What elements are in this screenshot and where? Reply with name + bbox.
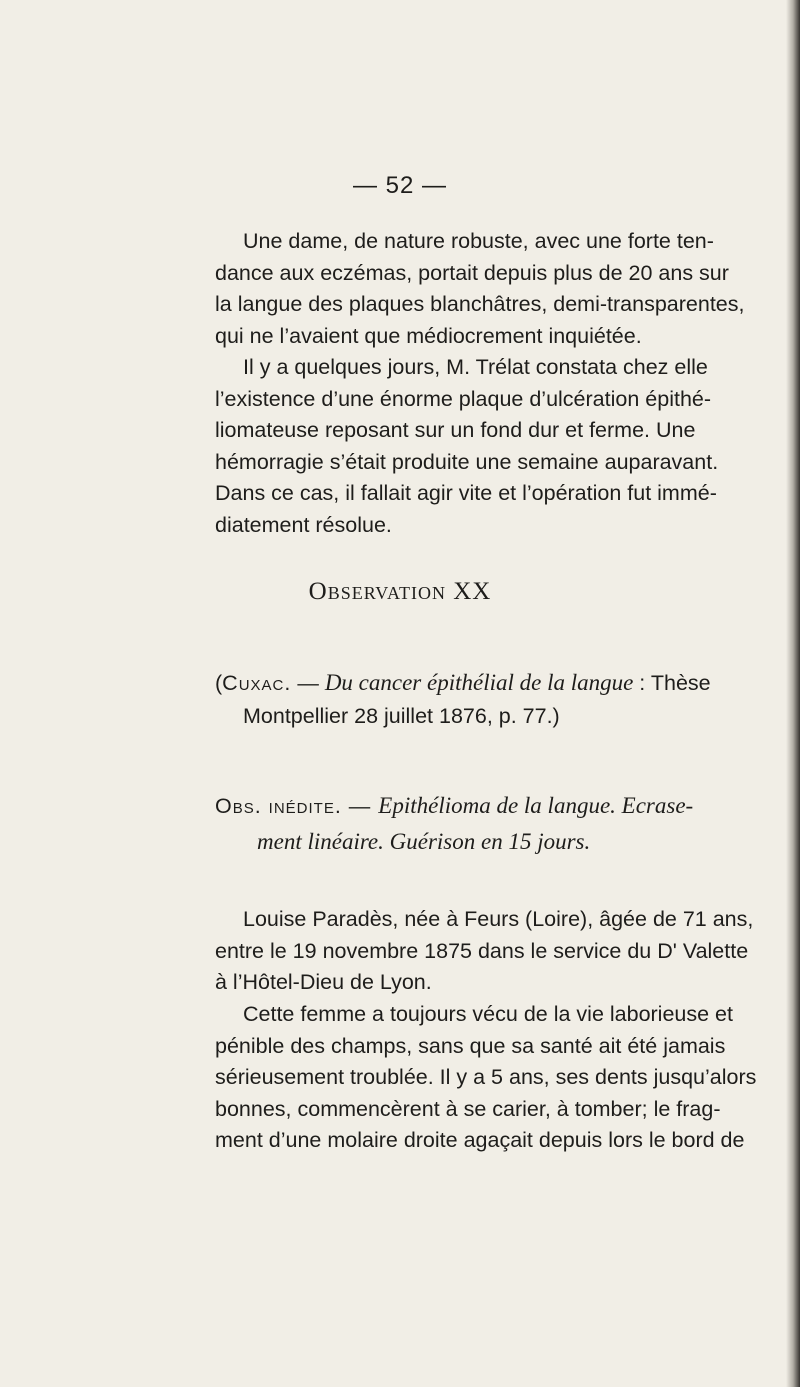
text-line: diatement résolue. [215, 512, 392, 537]
reference-open: ( [215, 671, 223, 695]
reference-line-1 [215, 666, 775, 700]
text-line: bonnes, commencèrent à se carier, à tomber; le frag- [215, 1096, 721, 1121]
text-line: ment d’une molaire droite agaçait depuis lors le bord de [215, 1128, 745, 1152]
text-line: l’existence d’une énorme plaque d’ulcération épithé- [215, 386, 712, 411]
text-line: la langue des plaques blanchâtres, demi-transparentes, [215, 292, 745, 316]
text-line: Il y a quelques jours, M. Trélat constata chez elle [243, 355, 708, 379]
reference-line-2: Montpellier 28 juillet 1876, p. 77.) [243, 704, 560, 728]
bibliographic-reference [215, 666, 775, 733]
reference-title: Du cancer épithélial de la langue [324, 670, 634, 695]
text-line: Cette femme a toujours vécu de la vie laborieuse et [243, 1002, 733, 1026]
text-line: Dans ce cas, il fallait agir vite et l’opération fut immé- [215, 481, 717, 505]
text-line: Louise Paradès, née à Feurs (Loire), âgée de 71 ans, [243, 907, 754, 931]
text-line: Une dame, de nature robuste, avec une forte ten- [243, 229, 714, 253]
text-line: liomateuse reposant sur un fond dur et ferme. Une [215, 418, 696, 442]
observation-line-1 [215, 788, 775, 824]
text-line: dance aux eczémas, portait depuis plus de 20 ans sur [215, 260, 729, 285]
observation-prefix: Obs. inédite. — [215, 794, 379, 818]
text-line: pénible des champs, sans que sa santé ait été jamais [215, 1033, 726, 1058]
page-number: — 52 — [352, 172, 448, 199]
text-line: hémorragie s’était produite une semaine auparavant. [215, 449, 719, 474]
text-line: à l’Hôtel-Dieu de Lyon. [215, 970, 432, 994]
reference-dash: — [291, 671, 325, 695]
text-line: sérieusement troublée. Il y a 5 ans, ses dents jusqu’alors [215, 1065, 757, 1089]
reference-author: Cuxac. [222, 671, 292, 695]
paragraph-3 [215, 904, 767, 999]
observation-title [215, 788, 775, 859]
observation-italic-1: Epithélioma de la langue. Ecrase- [378, 793, 694, 818]
paragraph-2 [215, 352, 767, 541]
paragraph-1 [215, 226, 767, 352]
paragraph-4 [215, 999, 767, 1157]
section-heading: Observation XX [308, 578, 492, 605]
reference-rest-1: : Thèse [633, 671, 711, 695]
text-line: qui ne l’avaient que médiocrement inquiétée. [215, 323, 642, 348]
text-line: entre le 19 novembre 1875 dans le service du D' Valette [215, 938, 749, 963]
page-edge-shadow [786, 0, 800, 1387]
observation-italic-2: ment linéaire. Guérison en 15 jours. [257, 829, 591, 854]
